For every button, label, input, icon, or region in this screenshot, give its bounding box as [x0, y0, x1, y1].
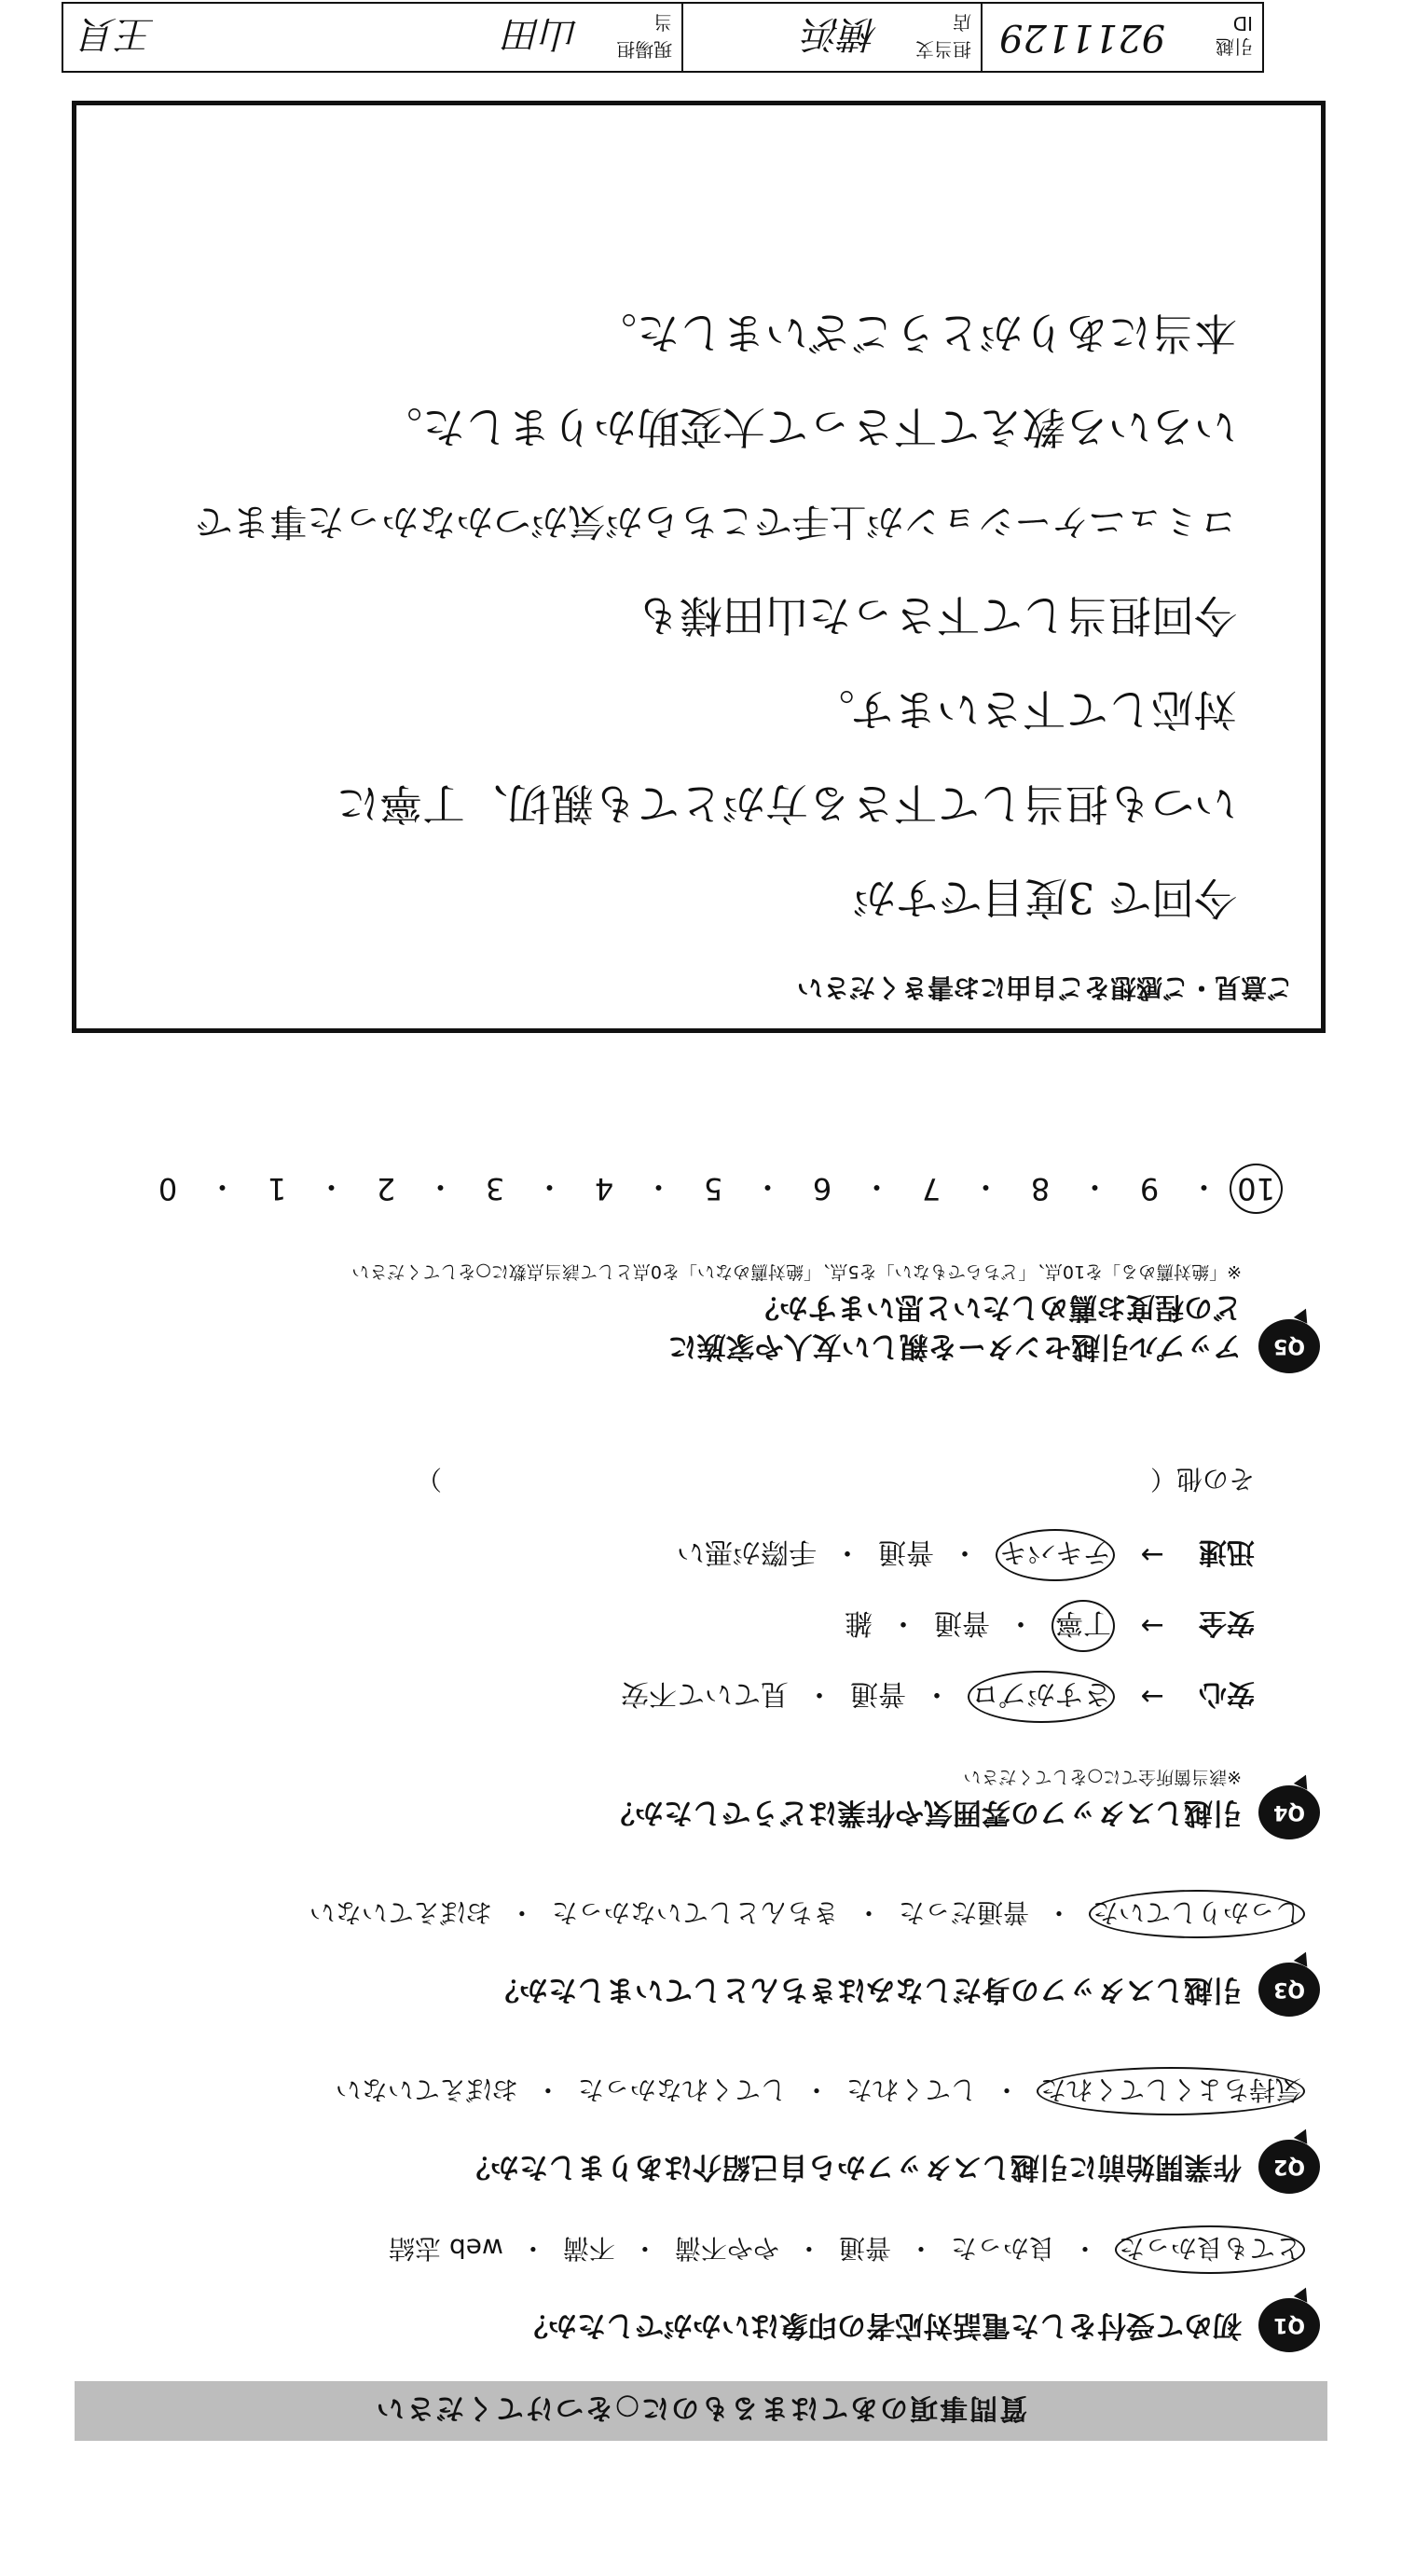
q4-option-selected[interactable]: 丁寧	[1052, 1600, 1115, 1652]
q5-scale: 10 ・ 9 ・ 8 ・ 7 ・ 6 ・ 5 ・ 4 ・ 3 ・ 2 ・ 1 ・ 0	[34, 1167, 1283, 1210]
q1-options: とても良かった ・ 良かった ・ 普通 ・ やや不満 ・ 不満 ・ web 志結	[34, 2225, 1305, 2274]
comments-box	[72, 101, 1326, 1033]
instruction-banner: 質問事項のあてはまるものに○をつけてください	[75, 2381, 1327, 2441]
q2-option[interactable]: してくれた	[845, 2074, 977, 2105]
q1-badge: Q1	[1258, 2298, 1320, 2352]
q1-option[interactable]: 良かった	[950, 2233, 1055, 2264]
q5-score[interactable]: 9	[1139, 1171, 1160, 1206]
comment-line: 今回で 3度目ですが	[853, 873, 1237, 923]
q5-score[interactable]: 5	[703, 1171, 723, 1206]
cell-id	[981, 4, 1262, 71]
q1-option[interactable]: 普通	[838, 2233, 891, 2264]
q4-other[interactable]	[416, 1462, 1255, 1499]
q4-option[interactable]: 普通	[934, 1606, 990, 1639]
id-label: 引越 ID	[1216, 12, 1253, 59]
extra-value: 王貝	[80, 12, 155, 56]
q3-option[interactable]: きちんとしていなかった	[551, 1897, 839, 1928]
q5-score[interactable]: 7	[921, 1171, 942, 1206]
id-value: 9211129	[999, 16, 1166, 59]
q4-text: 引越しスタッフの雰囲気や作業はどうでしたか？	[606, 1796, 1242, 1829]
q5-text-line1: アップル引越センターを親しい友人や家族に	[667, 1329, 1242, 1363]
q4-other-close: ）	[416, 1464, 443, 1495]
staff-value: 山田	[504, 12, 580, 56]
q4-row-jinsoku: 迅速 → テキパキ ・ 普通 ・ 手際が悪い	[34, 1520, 1255, 1591]
q4-row-anshin: 安心 → さすがプロ ・ 普通 ・ 見ていて不安	[34, 1661, 1255, 1732]
cell-branch	[681, 4, 981, 71]
q4-option-selected[interactable]: テキパキ	[996, 1529, 1115, 1581]
q3-option[interactable]: 普通だった	[898, 1897, 1029, 1928]
q2-option[interactable]: してくれなかった	[577, 2074, 787, 2105]
q4-option[interactable]: 普通	[878, 1536, 934, 1568]
q4-badge: Q4	[1258, 1785, 1320, 1839]
q3-option[interactable]: おぼえていない	[309, 1897, 492, 1928]
branch-label: 担当支店	[915, 11, 971, 61]
q5-badge: Q5	[1258, 1319, 1320, 1373]
q1-option-selected[interactable]: とても良かった	[1115, 2225, 1305, 2274]
q5-text-line2: どの程度お薦めしたいと思いますか？	[750, 1290, 1242, 1324]
q4-row-label: 迅速	[1199, 1536, 1255, 1568]
q4-option[interactable]: 見ていて不安	[621, 1677, 789, 1710]
q4-option[interactable]: 雑	[845, 1606, 873, 1639]
staff-label: 現場担当	[616, 11, 673, 61]
q3-option-selected[interactable]: しっかりしていた	[1089, 1890, 1305, 1938]
comments-title: ご意見・ご感想をご自由にお書きください	[796, 972, 1293, 1003]
q2-option[interactable]: おぼえていない	[335, 2074, 518, 2105]
arrow-right-icon: →	[1140, 1680, 1164, 1714]
q5-score[interactable]: 2	[376, 1171, 396, 1206]
q5-score[interactable]: 0	[158, 1171, 178, 1206]
header-table	[62, 2, 1264, 73]
q4-row-anzen: 安全 → 丁寧 ・ 普通 ・ 雑	[34, 1591, 1255, 1661]
q4-row-label: 安心	[1199, 1677, 1255, 1710]
q4-row-label: 安全	[1199, 1606, 1255, 1639]
q1-text: 初めて受付をした電話対応者の印象はいかがでしたか？	[519, 2308, 1242, 2342]
question-q2	[34, 2067, 1320, 2194]
q5-score[interactable]: 1	[267, 1171, 287, 1206]
q5-score[interactable]: 3	[485, 1171, 505, 1206]
q4-option[interactable]: 手際が悪い	[677, 1536, 817, 1568]
q5-score[interactable]: 4	[594, 1171, 614, 1206]
arrow-right-icon: →	[1140, 1609, 1164, 1643]
q2-text: 作業開始前に引越しスタッフから自己紹介はありましたか？	[461, 2150, 1242, 2183]
q2-options: 気持ちよくしてくれた ・ してくれた ・ してくれなかった ・ おぼえていない	[34, 2067, 1305, 2115]
q4-option-selected[interactable]: さすがプロ	[968, 1671, 1115, 1723]
comment-line: いつも担当して下さる方がとても親切、丁寧に	[337, 778, 1237, 829]
q5-note: ※「絶対薦める」を10点、「どちらでもない」を5点、「絶対薦めない」を0点として該当点数に○をしてください	[351, 1261, 1242, 1282]
q1-option[interactable]: 不満	[562, 2233, 615, 2264]
q4-note: ※該当箇所全てに○をしてください	[963, 1767, 1242, 1787]
q2-badge: Q2	[1258, 2140, 1320, 2194]
cell-staff	[63, 4, 681, 71]
q1-option[interactable]: やや不満	[674, 2233, 779, 2264]
q2-option-selected[interactable]: 気持ちよくしてくれた	[1037, 2067, 1305, 2115]
question-q4	[34, 1462, 1320, 1839]
q3-options: しっかりしていた ・ 普通だった ・ きちんとしていなかった ・ おぼえていない	[34, 1890, 1305, 1938]
branch-value: 横浜	[804, 12, 878, 56]
comment-line: 対応して下さいます。	[811, 684, 1237, 735]
question-q1	[34, 2225, 1320, 2352]
comment-line: コミュニケーションが上手でこちらが気がつかなかった事まで	[195, 500, 1237, 543]
comment-line: 本当にありがとうございました。	[594, 308, 1237, 358]
q5-score[interactable]: 8	[1030, 1171, 1051, 1206]
question-q3	[34, 1890, 1320, 2017]
q1-option[interactable]: web 志結	[389, 2233, 503, 2264]
comment-line: いろいろ教えて下さって大変助かりました。	[379, 402, 1237, 452]
question-q5	[34, 1167, 1320, 1373]
q5-score[interactable]: 6	[812, 1171, 832, 1206]
q3-text: 引越しスタッフの身だしなみはきちんとしていましたか？	[490, 1973, 1242, 2006]
comment-line: 今回担当して下さった山田様も	[637, 590, 1237, 641]
comments-body[interactable]	[76, 285, 1321, 950]
q4-other-label: その他（	[1149, 1464, 1255, 1495]
q4-option[interactable]: 普通	[850, 1677, 906, 1710]
arrow-right-icon: →	[1140, 1538, 1164, 1572]
q5-score-selected[interactable]: 10	[1230, 1164, 1283, 1214]
q3-badge: Q3	[1258, 1963, 1320, 2017]
